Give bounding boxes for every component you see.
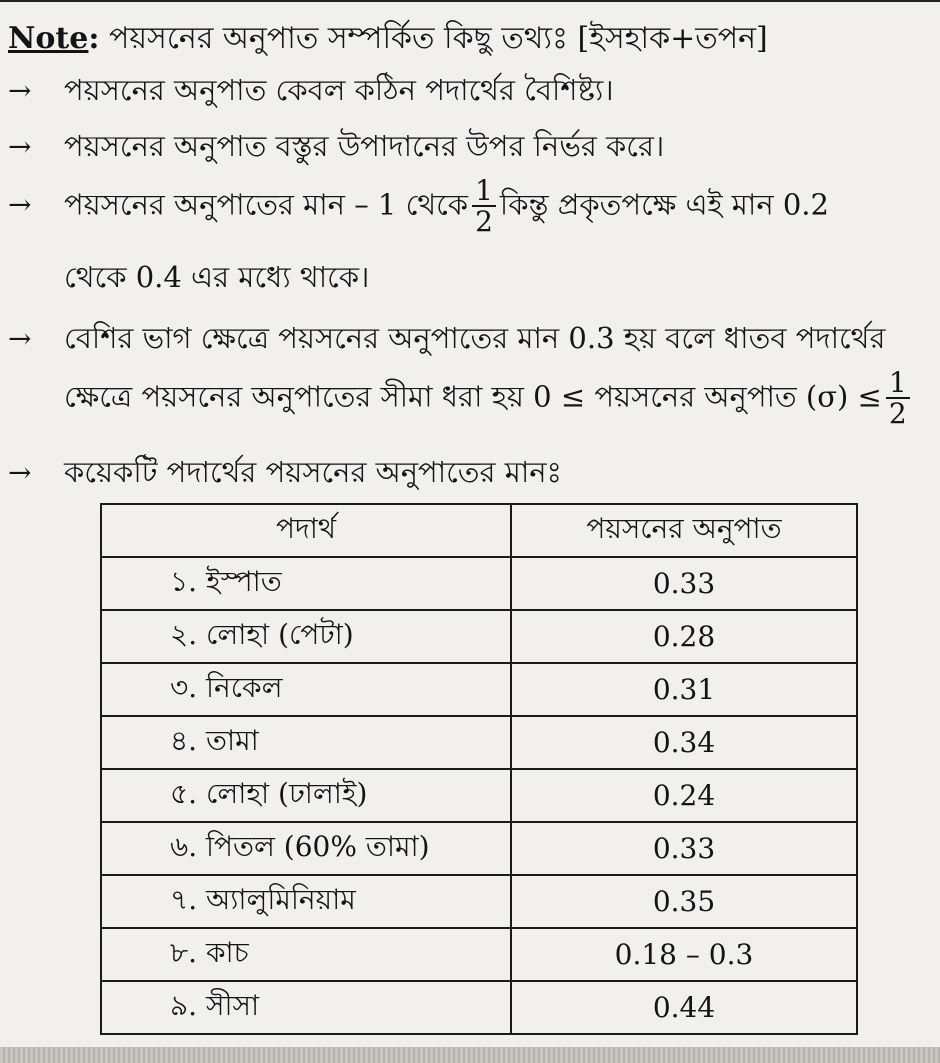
table-row: [101, 557, 857, 610]
note-colon: :: [88, 21, 100, 56]
header-material: পদার্থ: [101, 504, 511, 557]
table-row: [101, 610, 857, 663]
bullet-2-text: পয়সনের অনুপাত বস্তুর উপাদানের উপর নির্ভর করে।: [64, 129, 665, 163]
value-cell: 0.31: [511, 663, 857, 716]
material-cell: ২. লোহা (পেটা): [101, 610, 511, 663]
table-row: [101, 981, 857, 1034]
material-cell: ৫. লোহা (ঢালাই): [101, 769, 511, 822]
bullet-3-continuation: থেকে 0.4 এর মধ্যে থাকে।: [64, 260, 370, 294]
material-cell: ৩. নিকেল: [101, 663, 511, 716]
fraction-numerator: 1: [886, 368, 910, 399]
material-cell: ৮. কাচ: [101, 928, 511, 981]
table-row: [101, 822, 857, 875]
arrow-icon: →: [8, 188, 32, 222]
bullet-3: [8, 176, 829, 237]
top-rule: [0, 0, 940, 2]
arrow-icon: →: [8, 456, 32, 489]
bullet-3-text-b: কিন্তু প্রকৃতপক্ষে এই মান 0.2: [499, 187, 829, 222]
bullet-4-continuation: [64, 368, 914, 429]
note-heading: [8, 14, 768, 65]
fraction-numerator: 1: [472, 176, 496, 207]
table-row: [101, 663, 857, 716]
table-row: [101, 875, 857, 928]
value-cell: 0.35: [511, 875, 857, 928]
material-cell: ৪. তামা: [101, 716, 511, 769]
table-header-row: [101, 504, 857, 557]
value-cell: 0.33: [511, 822, 857, 875]
note-label: Note: [8, 21, 89, 56]
material-cell: ৬. পিতল (60% তামা): [101, 822, 511, 875]
fraction-half: [472, 176, 496, 237]
value-cell: 0.44: [511, 981, 857, 1034]
fraction-denominator: 2: [888, 397, 907, 431]
fraction-half: [886, 368, 910, 429]
material-cell: ১. ইস্পাত: [101, 557, 511, 610]
table-row: [101, 716, 857, 769]
arrow-icon: →: [8, 74, 32, 107]
note-text: পয়সনের অনুপাত সম্পর্কিত কিছু তথ্যঃ [ইসহাক+তপন]: [109, 21, 768, 56]
header-poisson-ratio: পয়সনের অনুপাত: [511, 504, 857, 557]
poisson-ratio-table: [100, 503, 858, 1035]
bullet-2: [8, 124, 664, 173]
arrow-icon: →: [8, 322, 32, 355]
value-cell: 0.33: [511, 557, 857, 610]
table-row: [101, 928, 857, 981]
material-cell: ৯. সীসা: [101, 981, 511, 1034]
value-cell: 0.18 – 0.3: [511, 928, 857, 981]
bullet-3-text-a: পয়সনের অনুপাতের মান – 1 থেকে: [64, 187, 469, 222]
fraction-denominator: 2: [475, 205, 493, 239]
value-cell: 0.28: [511, 610, 857, 663]
bullet-1: [8, 68, 614, 117]
bullet-4: [8, 316, 885, 365]
bullet-5: [8, 450, 562, 499]
page-bottom-edge: [0, 1047, 940, 1063]
bullet-1-text: পয়সনের অনুপাত কেবল কঠিন পদার্থের বৈশিষ্ট্য।: [64, 73, 614, 107]
bullet-4-line2-text: ক্ষেত্রে পয়সনের অনুপাতের সীমা ধরা হয় 0 ≤ পয়সনের অনুপাত (σ) ≤: [64, 379, 882, 414]
table-row: [101, 769, 857, 822]
value-cell: 0.24: [511, 769, 857, 822]
value-cell: 0.34: [511, 716, 857, 769]
arrow-icon: →: [8, 130, 32, 163]
bullet-4-text: বেশির ভাগ ক্ষেত্রে পয়সনের অনুপাতের মান 0.3 হয় বলে ধাতব পদার্থের: [64, 321, 886, 355]
material-cell: ৭. অ্যালুমিনিয়াম: [101, 875, 511, 928]
bullet-5-text: কয়েকটি পদার্থের পয়সনের অনুপাতের মানঃ: [64, 455, 563, 489]
